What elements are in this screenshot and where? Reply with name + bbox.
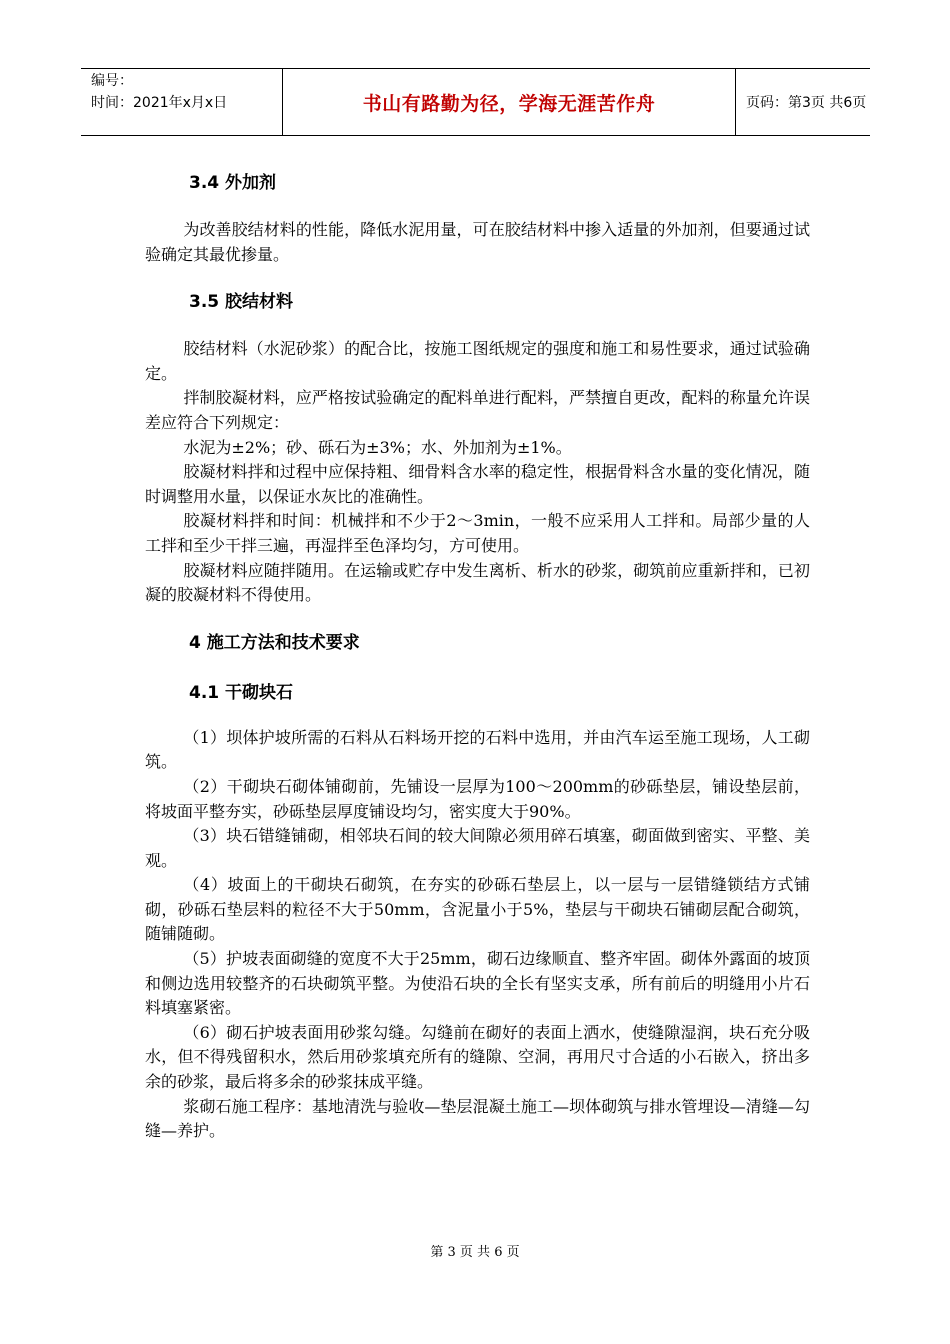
section-heading-3-4: 3.4 外加剂 [189,173,277,193]
section-heading-4-1: 4.1 干砌块石 [189,682,294,703]
document-body [145,168,810,1144]
paragraph: 为改善胶结材料的性能，降低水泥用量，可在胶结材料中掺入适量的外加剂，但要通过试验确定其最优掺量。 [145,220,810,264]
section-heading-4: 4 施工方法和技术要求 [189,632,360,653]
document-number-label: 编号： [91,73,133,89]
paragraph: 拌制胶凝材料，应严格按试验确定的配料单进行配料，严禁擅自更改，配料的称量允许误差应符合下列规定： [145,388,810,432]
paragraph: 胶结材料（水泥砂浆）的配合比，按施工图纸规定的强度和施工和易性要求，通过试验确定。 [145,339,810,383]
paragraph: 胶凝材料拌和过程中应保持粗、细骨料含水率的稳定性，根据骨料含水量的变化情况，随时调整用水量，以保证水灰比的准确性。 [145,462,810,506]
paragraph: （1）坝体护坡所需的石料从石料场开挖的石料中选用，并由汽车运至施工现场，人工砌筑。 [145,727,810,772]
paragraph: 胶凝材料应随拌随用。在运输或贮存中发生离析、析水的砂浆，砌筑前应重新拌和，已初凝的胶凝材料不得使用。 [145,560,810,605]
paragraph: 胶凝材料拌和时间：机械拌和不少于2～3min，一般不应采用人工拌和。局部少量的人工拌和至少干拌三遍，再湿拌至色泽均匀，方可使用。 [145,511,810,555]
header-page-info: 页码：第3页 共6页 [746,95,867,111]
paragraph: 水泥为±2%；砂、砾石为±3%；水、外加剂为±1%。 [183,437,572,457]
header-motto-cell [283,69,736,135]
paragraph: （6）砌石护坡表面用砂浆勾缝。勾缝前在砌好的表面上洒水，使缝隙湿润，块石充分吸水，但不得残留积水，然后用砂浆填充所有的缝隙、空洞，再用尺寸合适的小石嵌入，挤出多余的砂浆，最后将多余的砂浆抹成平缝。 [145,1022,810,1092]
header-meta-cell [81,69,283,135]
section-heading-3-5: 3.5 胶结材料 [189,292,294,313]
page-header [81,68,870,136]
document-date-label: 时间：2021年x月x日 [91,95,228,111]
paragraph: （2）干砌块石砌体铺砌前，先铺设一层厚为100～200mm的砂砾垫层，铺设垫层前，将坡面平整夯实，砂砾垫层厚度铺设均匀，密实度大于90%。 [145,776,810,821]
paragraph: （4）坡面上的干砌块石砌筑，在夯实的砂砾石垫层上，以一层与一层错缝锁结方式铺砌，砂砾石垫层料的粒径不大于50mm，含泥量小于5%，垫层与干砌块石铺砌层配合砌筑，随铺随砌。 [145,875,810,944]
page-footer: 第 3 页 共 6 页 [430,1245,520,1260]
header-motto: 书山有路勤为径，学海无涯苦作舟 [362,92,656,115]
paragraph: （5）护坡表面砌缝的宽度不大于25mm，砌石边缘顺直、整齐牢固。砌体外露面的坡顶和侧边选用较整齐的石块砌筑平整。为使沿石块的全长有坚实支承，所有前后的明缝用小片石料填塞紧密。 [145,949,810,1018]
paragraph: （3）块石错缝铺砌，相邻块石间的较大间隙必须用碎石填塞，砌面做到密实、平整、美观。 [145,826,810,870]
paragraph: 浆砌石施工程序：基地清洗与验收—垫层混凝土施工—坝体砌筑与排水管埋设—清缝—勾缝—养护。 [145,1096,810,1141]
